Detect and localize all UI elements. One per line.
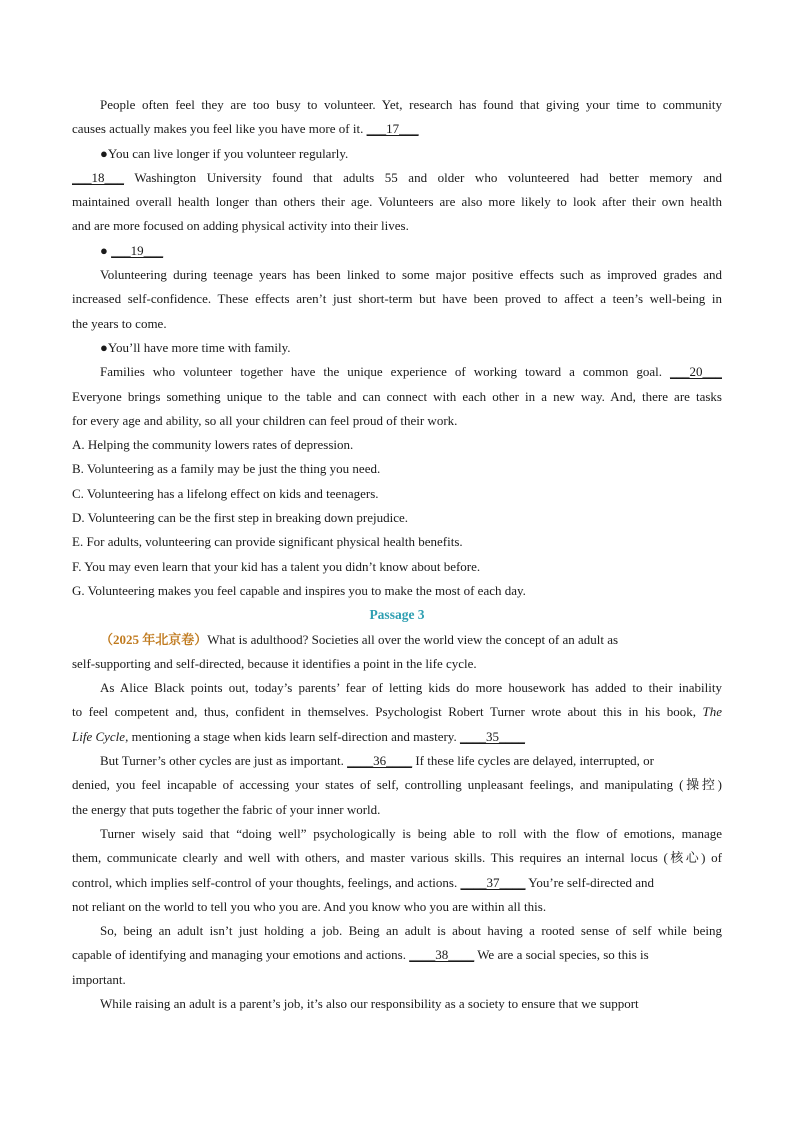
passage-3-title: Passage 3 xyxy=(369,607,425,623)
option-f: F. You may even learn that your kid has a talent you didn’t know about before. xyxy=(72,558,481,574)
p3-line12: not reliant on the world to tell you who you are. And you know who you are within all this. xyxy=(72,898,547,914)
p3-line15: important. xyxy=(72,971,126,987)
source-tag: （2025 年北京卷） xyxy=(100,631,208,647)
p3-line13: So, being an adult isn’t just holding a job. Being an adult is about having a rooted sense of self while being xyxy=(100,923,722,939)
blank-37: ____37____ xyxy=(460,874,526,890)
p2-para2-line3: and are more focused on adding physical activity into their lives. xyxy=(72,218,409,234)
p2-para3-line3: the years to come. xyxy=(72,315,167,331)
p2-para1-line1: People often feel they are too busy to volunteer. Yet, research has found that giving your time to community xyxy=(100,97,722,112)
p2-para4-line1: Families who volunteer together have the unique experience of working toward a common goal. ___20___ xyxy=(100,364,722,380)
p3-line14: capable of identifying and managing your emotions and actions. ____38____ We are a social species, so this is xyxy=(72,947,649,963)
p3-line2: self-supporting and self-directed, because it identifies a point in the life cycle. xyxy=(72,655,477,671)
p3-line3: As Alice Black points out, today’s parents’ fear of letting kids do more housework has added to their inability xyxy=(100,680,722,696)
p3-line4: to feel competent and, thus, confident in themselves. Psychologist Robert Turner wrote about this in his book, The xyxy=(72,704,722,720)
blank-35: ____35____ xyxy=(459,728,525,744)
p3-line9: Turner wisely said that “doing well” psychologically is being able to roll with the flow of emotions, manage xyxy=(100,825,722,841)
p2-para2-line2: maintained overall health longer than others their age. Volunteers are also more likely to look after their own health xyxy=(72,194,722,210)
p2-para2-line1: ___18___ Washington University found that adults 55 and older who volunteered had better memory and xyxy=(72,169,722,185)
p2-para1-line2: causes actually makes you feel like you have more of it. ___17___ xyxy=(72,121,419,137)
blank-36: ____36____ xyxy=(347,753,413,769)
option-e: E. For adults, volunteering can provide significant physical health benefits. xyxy=(72,534,463,550)
p3-line10: them, communicate clearly and well with others, and master various skills. This requires an internal locus (核心) of xyxy=(72,850,722,866)
book-title: The xyxy=(702,704,722,720)
blank-17: ___17___ xyxy=(366,121,419,137)
blank-19: ___19___ xyxy=(111,242,164,258)
p3-line11: control, which implies self-control of your thoughts, feelings, and actions. ____37____ You’re self-directed and xyxy=(72,874,654,890)
bullet-live-longer: ●You can live longer if you volunteer regularly. xyxy=(100,145,349,161)
blank-20: ___20___ xyxy=(670,364,722,380)
option-g: G. Volunteering makes you feel capable and inspires you to make the most of each day. xyxy=(72,582,526,598)
p2-para3-line2: increased self-confidence. These effects aren’t just short-term but have been proved to affect a teen’s well-being in xyxy=(72,291,722,307)
p2-para4-line3: for every age and ability, so all your children can feel proud of their work. xyxy=(72,412,458,428)
p3-line6: But Turner’s other cycles are just as important. ____36____ If these life cycles are delayed, interrupted, or xyxy=(100,753,654,769)
p3-line16: While raising an adult is a parent’s job, it’s also our responsibility as a society to ensure that we support xyxy=(100,995,639,1011)
option-d: D. Volunteering can be the first step in breaking down prejudice. xyxy=(72,510,408,526)
document-body xyxy=(72,93,722,1016)
p3-line8: the energy that puts together the fabric of your inner world. xyxy=(72,801,381,817)
blank-38: ____38____ xyxy=(409,947,475,963)
bullet-family-time: ●You’ll have more time with family. xyxy=(100,339,291,355)
p3-line1: （2025 年北京卷）What is adulthood? Societies all over the world view the concept of an adult as xyxy=(100,631,619,647)
p3-line7: denied, you feel incapable of accessing your states of self, controlling unpleasant feelings, and manipulating (操控) xyxy=(72,777,722,793)
option-b: B. Volunteering as a family may be just the thing you need. xyxy=(72,461,381,477)
blank-18: ___18___ xyxy=(72,169,124,185)
p2-para3-line1: Volunteering during teenage years has been linked to some major positive effects such as improved grades and xyxy=(100,267,722,283)
option-a: A. Helping the community lowers rates of depression. xyxy=(72,437,354,453)
bullet-19: ● ___19___ xyxy=(100,242,164,258)
p3-line5: Life Cycle, mentioning a stage when kids learn self-direction and mastery. ____35____ xyxy=(72,728,525,744)
option-c: C. Volunteering has a lifelong effect on kids and teenagers. xyxy=(72,485,379,501)
p2-para4-line2: Everyone brings something unique to the table and can connect with each other in a new way. And, there are tasks xyxy=(72,388,722,404)
